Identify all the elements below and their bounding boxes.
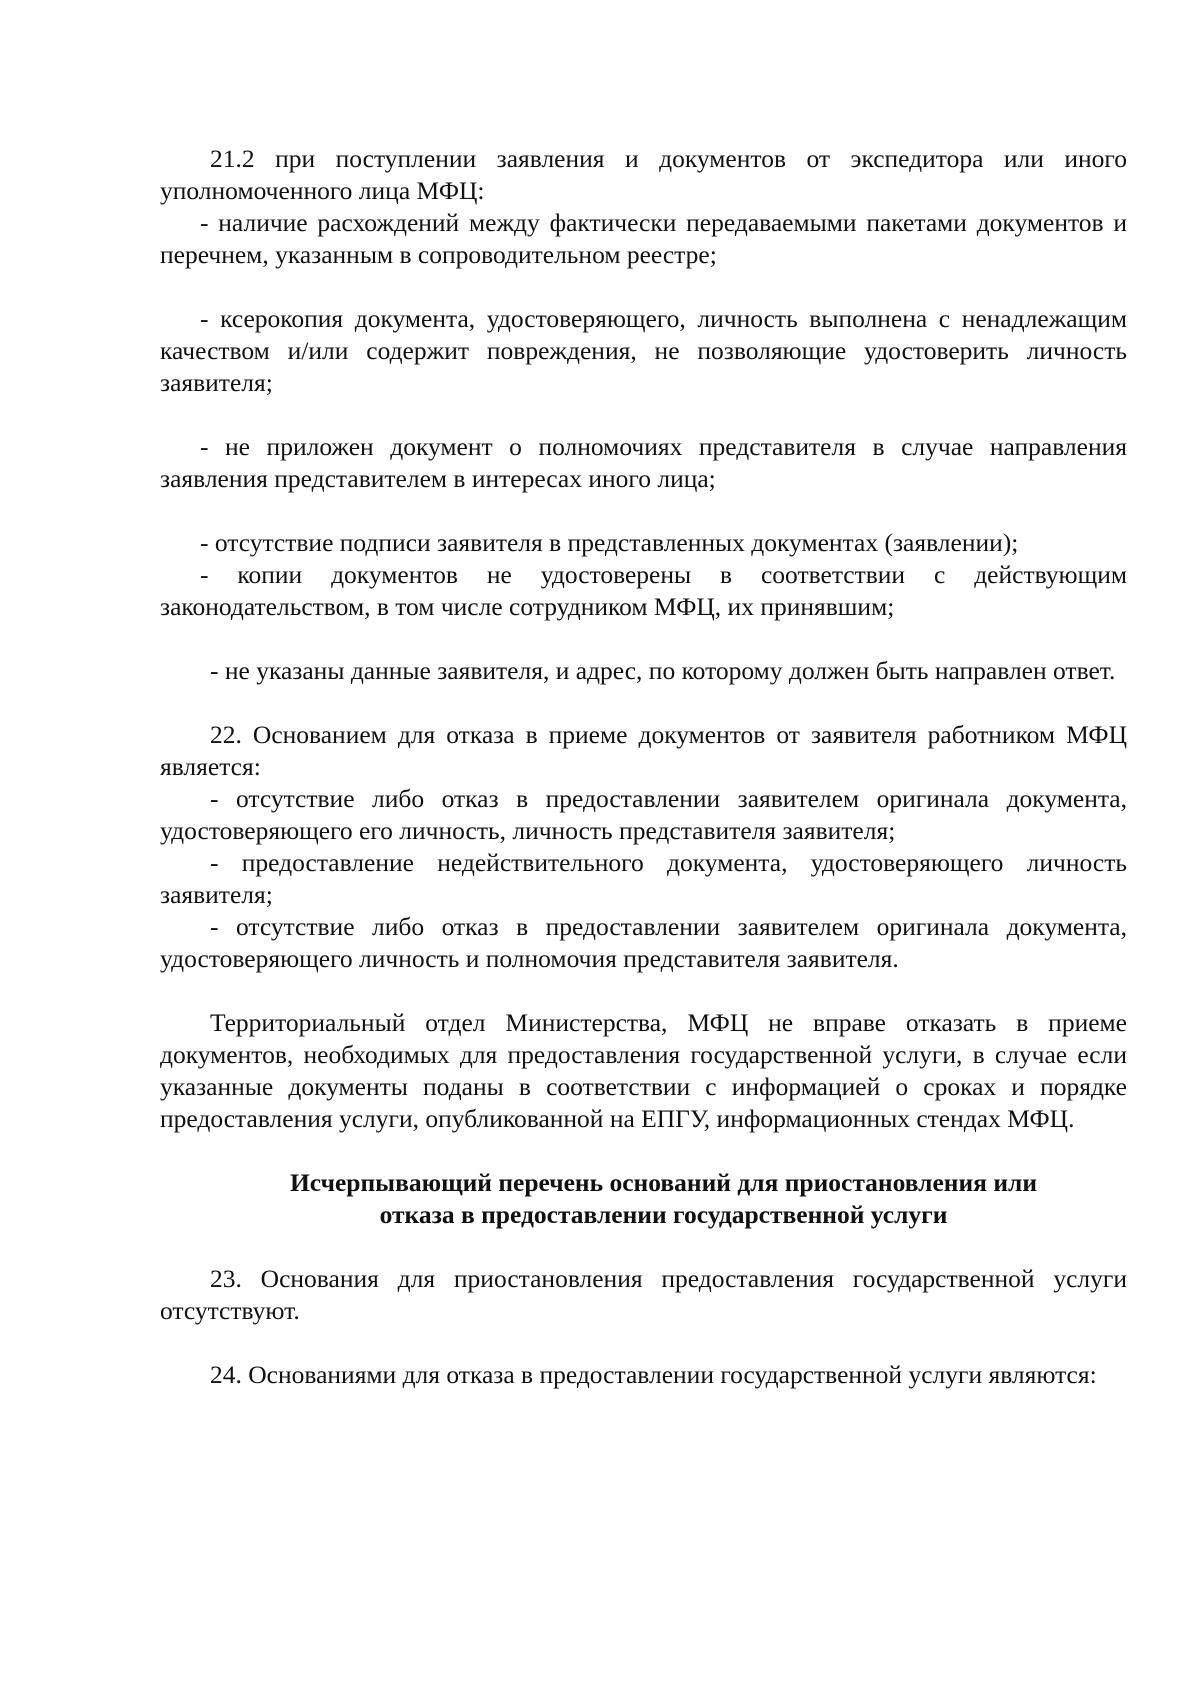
list-item-no-applicant-data: - не указаны данные заявителя, и адрес, по которому должен быть направлен ответ. bbox=[210, 656, 1116, 685]
spacer bbox=[160, 1231, 1127, 1263]
spacer bbox=[160, 1327, 1127, 1359]
list-item-authority-document: - не приложен документ о полномочиях представителя в случае направления заявления представителем в интересах иного лица; bbox=[160, 432, 1127, 493]
list-item-invalid-document: - предоставление недействительного документа, удостоверяющего личность заявителя; bbox=[160, 848, 1127, 909]
list-item-no-original-authority: - отсутствие либо отказ в предоставлении заявителем оригинала документа, удостоверяющего личность и полномочия представителя заявителя. bbox=[160, 912, 1127, 973]
paragraph-24: 24. Основаниями для отказа в предоставлении государственной услуги являются: bbox=[210, 1360, 1097, 1389]
paragraph-21-2: 21.2 при поступлении заявления и документов от экспедитора или иного уполномоченного лица МФЦ: bbox=[160, 144, 1127, 205]
paragraph-territorial-department: Территориальный отдел Министерства, МФЦ не вправе отказать в приеме документов, необходимых для предоставления государственной услуги, в случае если указанные документы поданы в соответствии с информацией о сроках и порядке предоставления услуги, опубликованной на ЕПГУ, информационных стендах МФЦ. bbox=[160, 1008, 1127, 1133]
list-item-no-signature: - отсутствие подписи заявителя в представленных документах (заявлении); bbox=[200, 528, 1019, 557]
list-item-photocopy: - ксерокопия документа, удостоверяющего, личность выполнена с ненадлежащим качеством и/или содержит повреждения, не позволяющие удостоверить личность заявителя; bbox=[160, 304, 1127, 397]
spacer bbox=[160, 495, 1127, 527]
section-heading-line-2: отказа в предоставлении государственной услуги bbox=[379, 1200, 948, 1229]
spacer bbox=[160, 623, 1127, 655]
list-item-no-original-identity: - отсутствие либо отказ в предоставлении заявителем оригинала документа, удостоверяющего его личность, личность представителя заявителя; bbox=[160, 784, 1127, 845]
document-page bbox=[160, 143, 1127, 1391]
spacer bbox=[160, 687, 1127, 719]
section-heading bbox=[160, 1167, 1127, 1231]
paragraph-23: 23. Основания для приостановления предоставления государственной услуги отсутствуют. bbox=[160, 1264, 1127, 1325]
spacer bbox=[160, 399, 1127, 431]
spacer bbox=[160, 1135, 1127, 1167]
spacer bbox=[160, 975, 1127, 1007]
list-item-discrepancy: - наличие расхождений между фактически передаваемыми пакетами документов и перечнем, указанным в сопроводительном реестре; bbox=[160, 208, 1127, 269]
paragraph-22: 22. Основанием для отказа в приеме документов от заявителя работником МФЦ является: bbox=[160, 720, 1127, 781]
section-heading-line-1: Исчерпывающий перечень оснований для приостановления или bbox=[289, 1168, 1038, 1197]
list-item-copies-not-certified: - копии документов не удостоверены в соответствии с действующим законодательством, в том числе сотрудником МФЦ, их принявшим; bbox=[160, 560, 1127, 621]
spacer bbox=[160, 271, 1127, 303]
